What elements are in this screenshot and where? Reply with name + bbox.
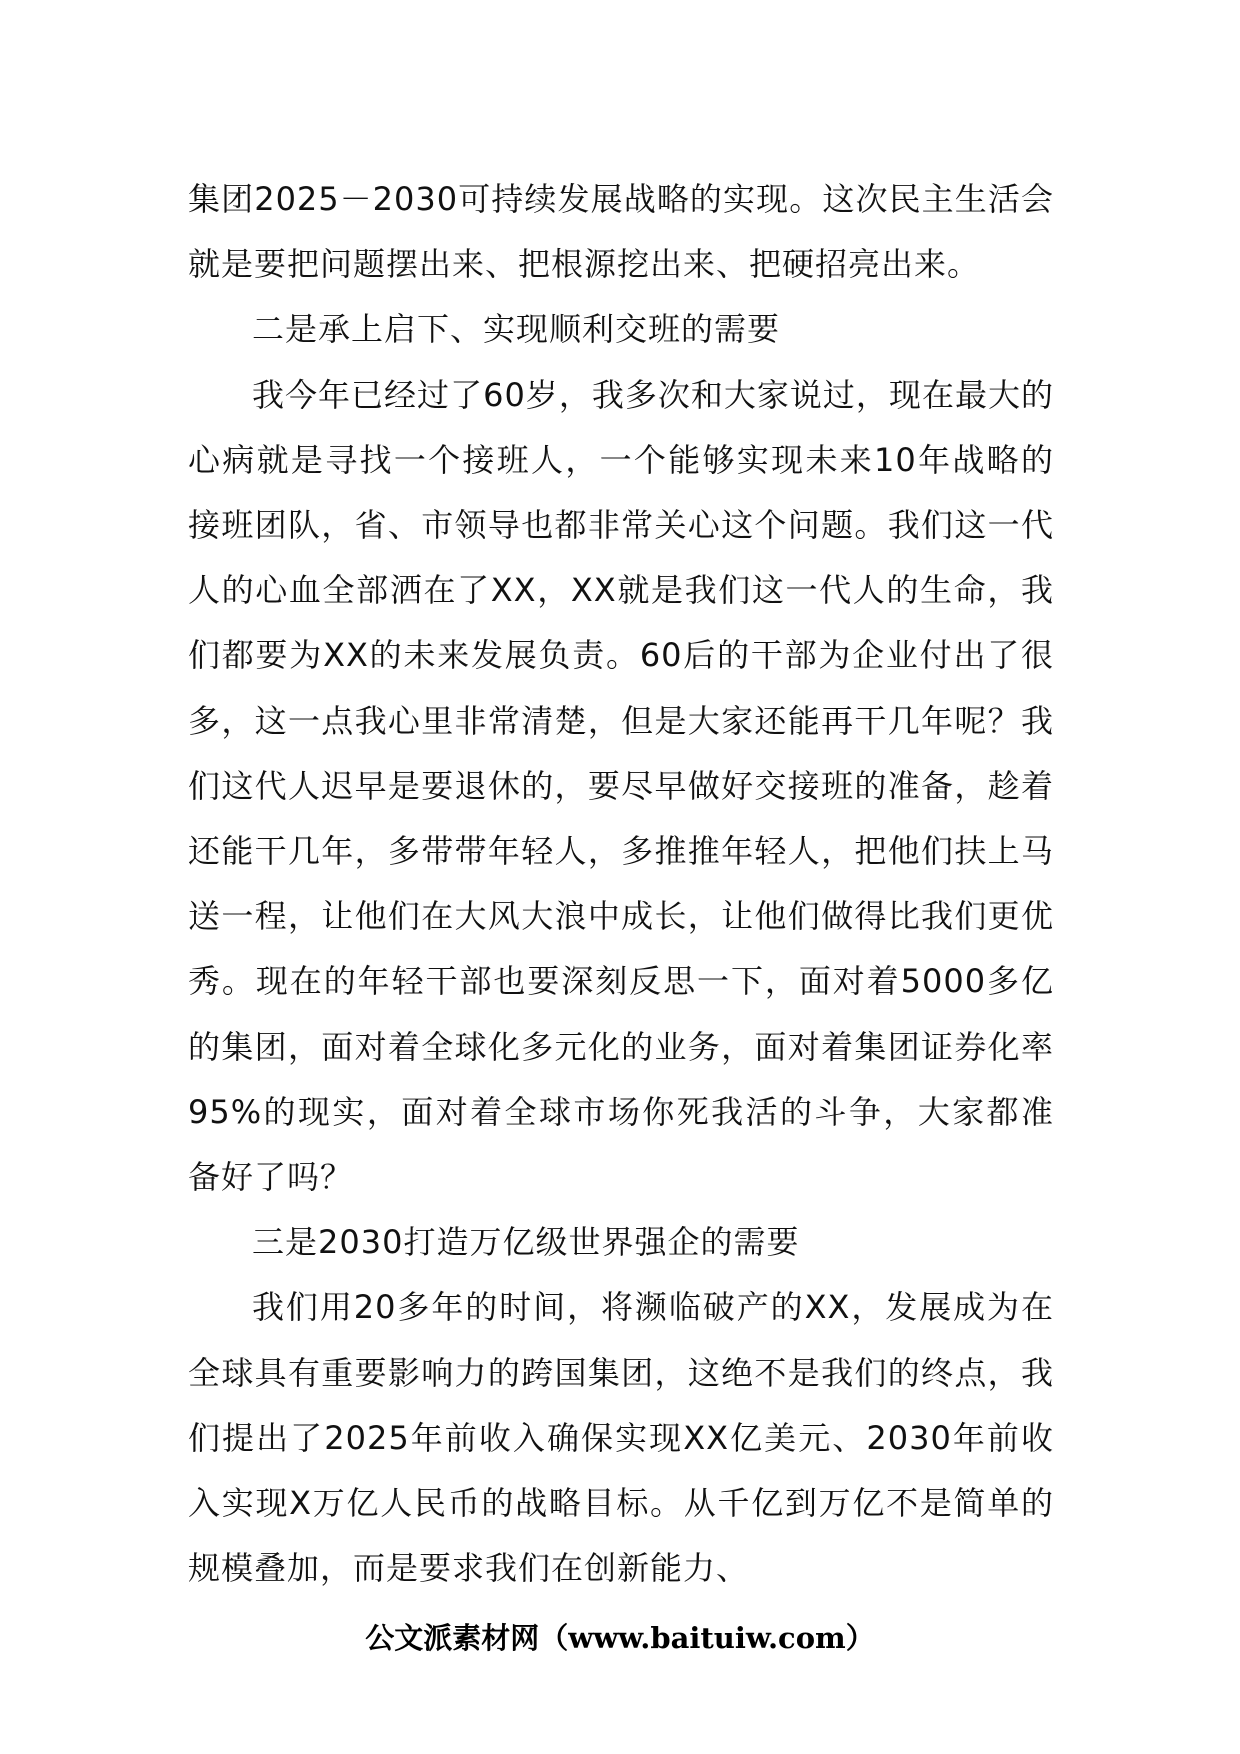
document-body: [188, 167, 1054, 1601]
footer-watermark: 公文派素材网（www.baituiw.com）: [365, 1621, 875, 1655]
paragraph: 我今年已经过了60岁，我多次和大家说过，现在最大的心病就是寻找一个接班人，一个能够实现未来10年战略的接班团队，省、市领导也都非常关心这个问题。我们这一代人的心血全部洒在了XX，XX就是我们这一代人的生命，我们都要为XX的未来发展负责。60后的干部为企业付出了很多，这一点我心里非常清楚，但是大家还能再干几年呢？我们这代人迟早是要退休的，要尽早做好交接班的准备，趁着还能干几年，多带带年轻人，多推推年轻人，把他们扶上马送一程，让他们在大风大浪中成长，让他们做得比我们更优秀。现在的年轻干部也要深刻反思一下，面对着5000多亿的集团，面对着全球化多元化的业务，面对着集团证券化率95%的现实，面对着全球市场你死我活的斗争，大家都准备好了吗？: [188, 375, 1054, 1197]
paragraph: 集团2025－2030可持续发展战略的实现。这次民主生活会就是要把问题摆出来、把根源挖出来、把硬招亮出来。: [188, 180, 1054, 284]
section-heading: 三是2030打造万亿级世界强企的需要: [252, 1223, 800, 1262]
paragraph: 我们用20多年的时间，将濒临破产的XX，发展成为在全球具有重要影响力的跨国集团，这绝不是我们的终点，我们提出了2025年前收入确保实现XX亿美元、2030年前收入实现X万亿人民币的战略目标。从千亿到万亿不是简单的规模叠加，而是要求我们在创新能力、: [188, 1288, 1054, 1588]
section-heading: 二是承上启下、实现顺利交班的需要: [252, 310, 781, 349]
